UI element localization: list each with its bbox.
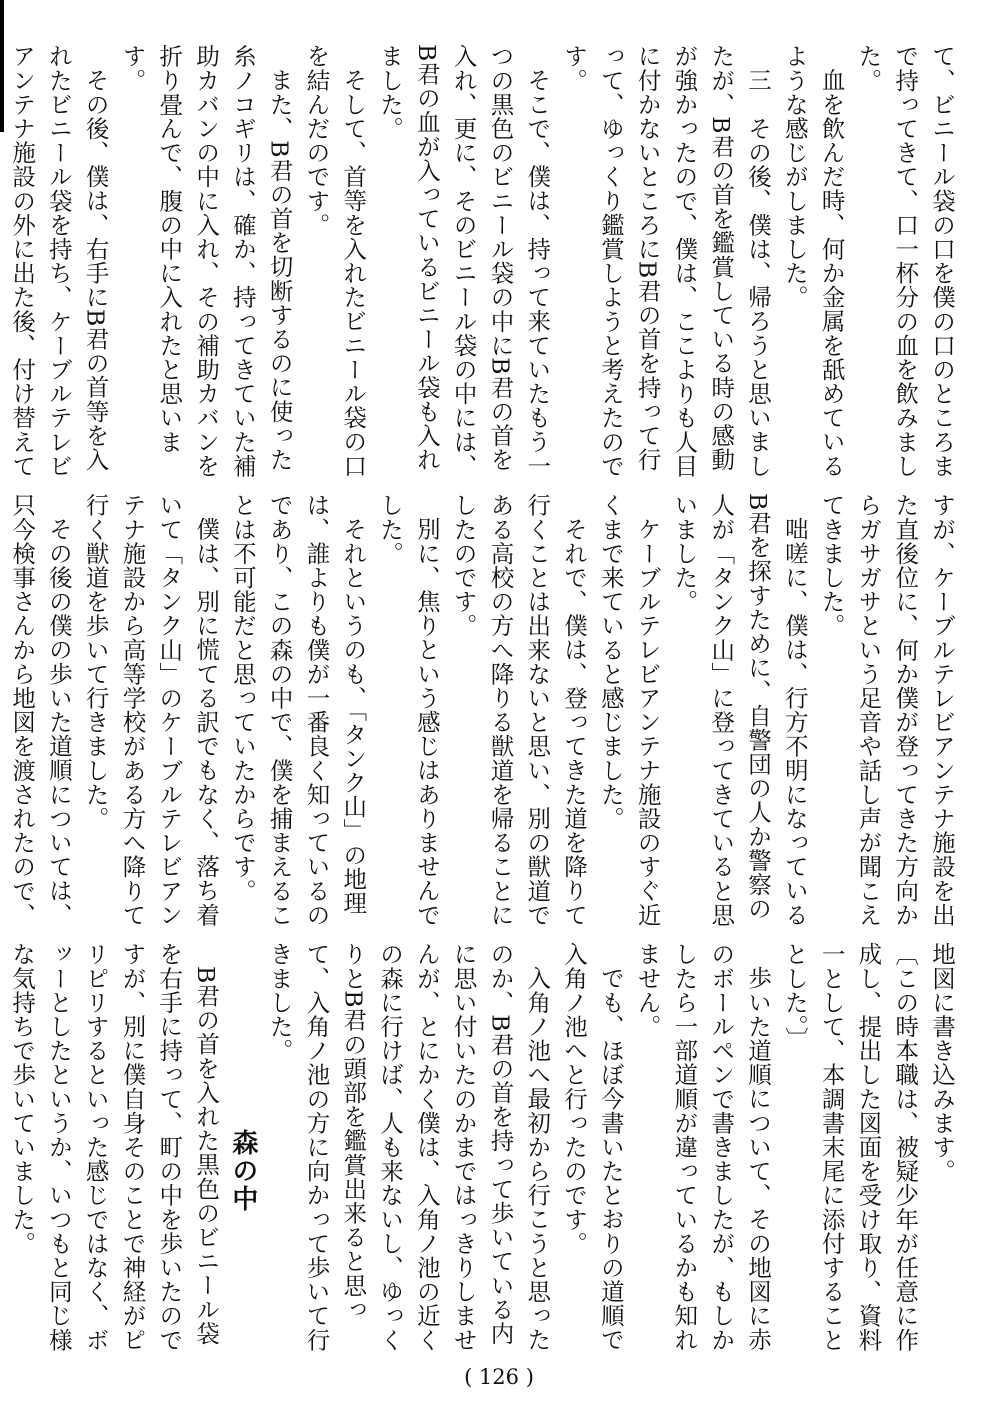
paragraph: B君の首を入れた黒色のビニール袋を右手に持って、町の中を歩いたのですが、別に僕自身そのことで神経がピリピリするといった感じではなく、ボッーとしたというか、いつもと同じ様な気持ちで歩いていました。 xyxy=(8,942,221,1352)
paragraph: 僕は、別に慌てる訳でもなく、落ち着いて「タンク山」のケーブルテレビアンテナ施設から高等学校がある方へ降りて行く獣道を歩いて行きました。 xyxy=(81,493,221,927)
paragraph: 地図に書き込みます。 xyxy=(928,942,956,1183)
paragraph: 入角ノ池へ最初から行こうと思ったのか、B君の首を持って歩いている内に思い付いたのかまではっきりしませんが、とにかく僕は、入角ノ池の近くの森に行けば、人も来ないし、ゆっくりとB君の頭部を鑑賞出来ると思って、入角ノ池の方に向かって歩いて行きました。 xyxy=(265,942,552,1352)
section-heading: 森の中 xyxy=(227,1129,258,1214)
paragraph: ケーブルテレビアンテナ施設のすぐ近くまで来ていると感じました。 xyxy=(596,493,662,927)
paragraph: それというのも、「タンク山」の地理は、誰よりも僕が一番良く知っているのであり、この森の中で、僕を捕まえることは不可能だと思っていたからです。 xyxy=(228,493,368,927)
paragraph: その後の僕の歩いた道順については、只今検事さんから地図を渡されたので、 xyxy=(8,493,73,927)
paragraph: そして、首等を入れたビニール袋の口を結んだのです。 xyxy=(302,44,368,478)
paragraph: でも、ほぼ今書いたとおりの道順で入角ノ池へと行ったのです。 xyxy=(560,942,625,1352)
paragraph: 咄嗟に、僕は、行方不明になっているB君を探すために、自警団の人か警察の人が「タンク山」に登ってきていると思いました。 xyxy=(670,493,809,927)
page-number: ( 126 ) xyxy=(464,1365,534,1389)
text-tier-middle xyxy=(8,493,960,927)
paragraph: 三 その後、僕は、帰ろうと思いましたが、B君の首を鑑賞している時の感動が強かったので、僕は、ここよりも人目に付かないところにB君の首を持って行って、ゆっくり鑑賞しようと考えたのです。 xyxy=(560,44,773,478)
paragraph: その後、僕は、右手にB君の首等を入れたビニール袋を持ち、ケーブルテレビアンテナ施設の外に出た後、付け替えて xyxy=(8,44,110,478)
paragraph: そこで、僕は、持って来ていたもう一つの黒色のビニール袋の中にB君の首を入れ、更に、そのビニール袋の中には、B君の血が入っているビニール袋も入れました。 xyxy=(376,44,552,478)
text-tier-top xyxy=(8,44,960,478)
paragraph: 歩いた道順について、その地図に赤のボールペンで書きましたが、もしかしたら一部道順が違っているかも知れません。 xyxy=(633,942,773,1352)
text-tier-bottom xyxy=(8,942,960,1362)
paragraph: 別に、焦りという感じはありませんでした。 xyxy=(376,493,441,927)
paragraph: 血を飲んだ時、何か金属を舐めているような感じがしました。 xyxy=(780,44,846,478)
paragraph: それで、僕は、登ってきた道を降りて行くことは出来ないと思い、別の獣道である高校の方へ降りる獣道を帰ることにしたのです。 xyxy=(449,493,589,927)
paragraph: すが、ケーブルテレビアンテナ施設を出た直後位に、何か僕が登ってきた方向からガサガサという足音や話し声が聞こえてきました。 xyxy=(817,493,956,927)
paragraph: 〔この時本職は、被疑少年が任意に作成し、提出した図面を受け取り、資料一として、本調書末尾に添付することとした。〕 xyxy=(780,942,920,1352)
paragraph: て、ビニール袋の口を僕の口のところまで持ってきて、口一杯分の血を飲みました。 xyxy=(854,44,956,478)
paragraph: また、B君の首を切断するのに使った糸ノコギリは、確か、持ってきていた補助カバンの中に入れ、その補助カバンを折り畳んで、腹の中に入れたと思います。 xyxy=(118,44,294,478)
